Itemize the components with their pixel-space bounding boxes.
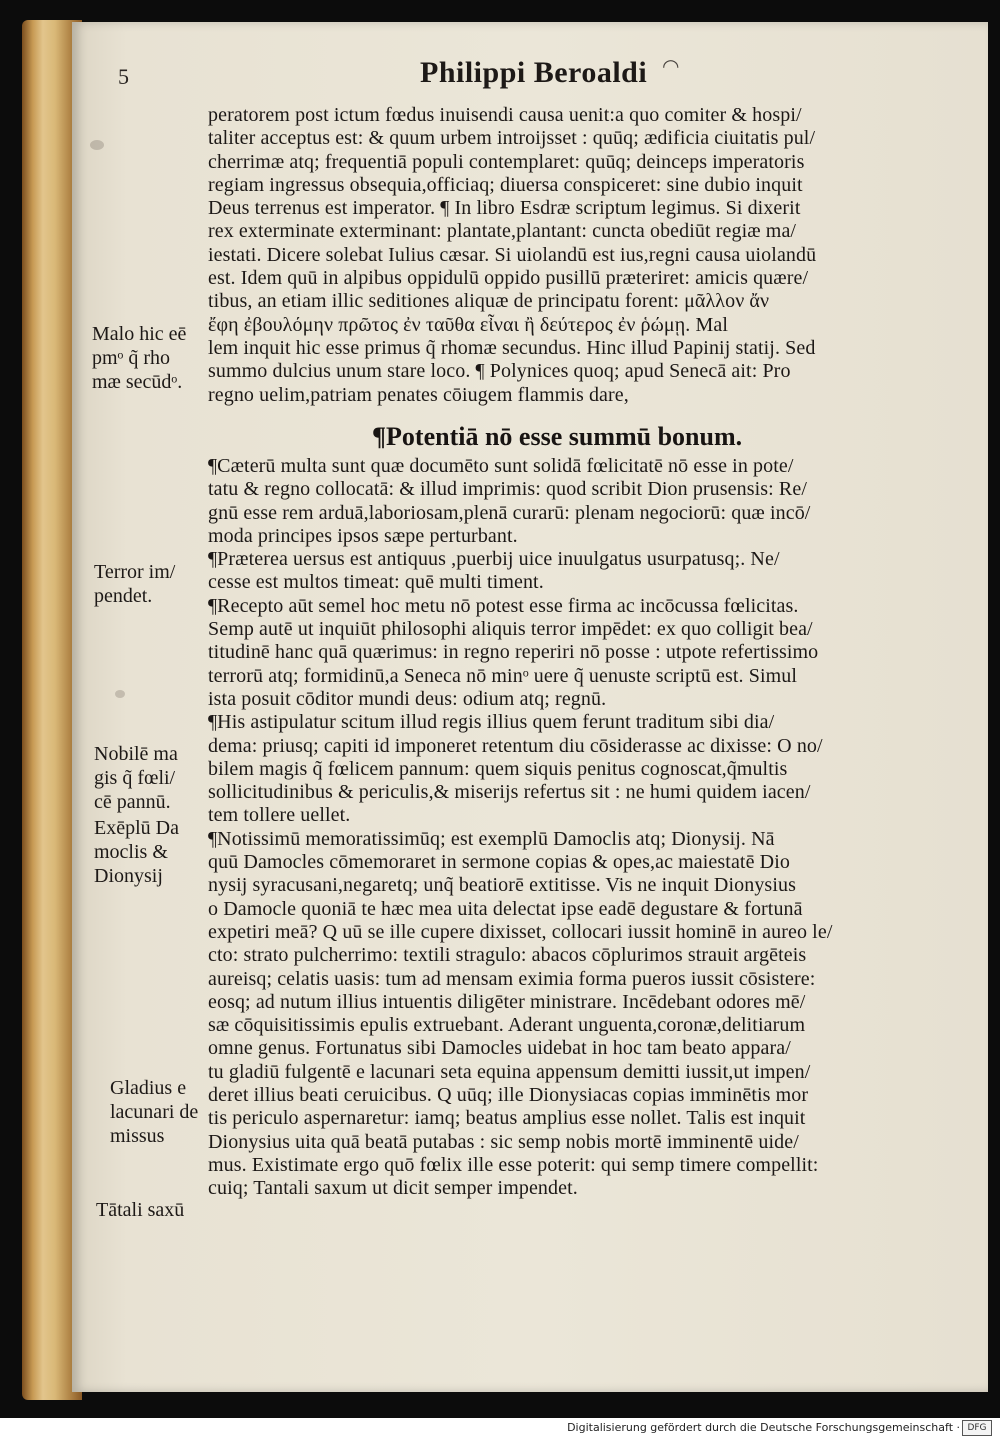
text-line: est. Idem quū in alpibus oppidulū oppido pusillū præteriret: amicis quære/	[208, 267, 809, 290]
text-line: iestati. Dicere solebat Iulius cæsar. Si uiolandū est ius,regni causa uiolandū	[208, 243, 817, 266]
text-line: sæ cōquisitissimis epulis extruebant. Aderant unguenta,coronæ,delitiarum	[208, 1014, 806, 1037]
text-line: taliter acceptus est: & quum urbem introijsset : quūq; ædificia ciuitatis pul/	[208, 127, 816, 150]
text-line: moda principes ipsos sæpe perturbant.	[208, 524, 518, 547]
text-line: ¶His astipulatur scitum illud regis illius quem ferunt traditum sibi dia/	[208, 711, 775, 734]
text-line: deret illius beati ceruicibus. Q uūq; ille Dionysiacas copias imminētis mor	[208, 1084, 809, 1107]
text-line: tu gladiū fulgentē e lacunari seta equina appensum demitti iussit,ut impen/	[208, 1060, 811, 1083]
margin-note: Exēplū Da moclis & Dionysij	[94, 817, 179, 887]
text-line: expetiri meā? Q uū se ille cupere dixisset, collocari iussit hominē in aureo le/	[208, 920, 833, 943]
text-line: aureisq; celatis uasis: tum ad mensam eximia forma pueros iussit cōsistere:	[208, 967, 816, 990]
margin-note: Terror im/ pendet.	[94, 561, 176, 607]
text-line: ¶Recepto aūt semel hoc metu nō potest esse firma ac incōcussa fœlicitas.	[208, 594, 799, 617]
page-stain	[90, 140, 104, 150]
text-line: regiam ingressus obsequia,officiaq; diuersa conspiceret: sine dubio inquit	[208, 173, 803, 196]
text-line: ista posuit cōditor mundi deus: odium atq; regnū.	[208, 687, 607, 710]
running-head-title: Philippi Beroaldi	[420, 56, 648, 89]
text-line: ¶Cæterū multa sunt quæ documēto sunt solidā fœlicitatē nō esse in pote/	[208, 455, 794, 477]
text-line: dema: priusq; capiti id imponeret retentum diu cōsiderasse ac dixisse: O no/	[208, 734, 823, 757]
section-heading: ¶Potentiā nō esse summū bonum.	[372, 422, 743, 451]
text-line: ἔφη ἐβουλόμην πρῶτος ἐν ταῦθα εἶναι ἢ δεύτερος ἐν ῥώμῃ. Mal	[208, 313, 729, 336]
text-line: mus. Existimate ergo quō fœlix ille esse poterit: qui semp timere compellit:	[208, 1153, 819, 1176]
text-line: summo dulcius unum stare loco. ¶ Polynices quoq; apud Senecā ait: Pro	[208, 360, 791, 383]
body-text-top	[208, 104, 968, 407]
text-line: nysij syracusani,negaretq; unq̃ beatiorē extitisse. Vis ne inquit Dionysius	[208, 874, 796, 897]
text-line: o Damocle quoniā te hæc mea uita delectat ipse eadē degustare & fortunā	[208, 897, 803, 920]
text-line: tibus, an etiam illic seditiones aliquæ de principatu forent: μᾶλλον ἄν	[208, 290, 770, 313]
text-line: cesse est multos timeat: quē multi timent.	[208, 571, 544, 594]
text-line: quū Damocles cōmemoraret in sermone copias & opes,ac maiestatē Dio	[208, 851, 790, 874]
text-line: terrorū atq; formidinū,a Seneca nō minᵒ uere q̃ uenuste scriptū est. Simul	[208, 664, 798, 687]
text-line: omne genus. Fortunatus sibi Damocles uidebat in hoc tam beato appara/	[208, 1037, 791, 1060]
dfg-logo-icon: DFG	[962, 1420, 992, 1436]
text-line: ¶Notissimū memoratissimūq; est exemplū Damoclis atq; Dionysij. Nā	[208, 827, 775, 850]
text-line: titudinē hanc quā quærimus: in regno reperiri nō posse : utpote refertissimo	[208, 641, 819, 664]
page-number: 5	[118, 64, 129, 89]
margin-note: Malo hic eē pmᵒ q̃ rho mæ secūdᵒ.	[92, 323, 187, 393]
text-line: cherrimæ atq; frequentiā populi contemplaret: quūq; deinceps imperatoris	[208, 150, 805, 173]
text-line: lem inquit hic esse primus q̃ rhomæ secundus. Hinc illud Papinij statij. Sed	[208, 336, 816, 359]
text-line: cto: strato pulcherrimo: textili stragulo: abacos cōplurimos strauit argēteis	[208, 944, 807, 967]
text-line: sollicitudinibus & periculis,& miserijs refertus sit : ne humi quidem iacen/	[208, 781, 811, 804]
text-line: tatu & regno collocatā: & illud imprimis: quod scribit Dion prusensis: Re/	[208, 478, 807, 501]
text-line: tem tollere uellet.	[208, 804, 351, 827]
text-line: Deus terrenus est imperator. ¶ In libro Esdræ scriptum legimus. Si dixerit	[208, 197, 801, 220]
text-line: tis periculo aspernaretur: iamq; beatus amplius esse nollet. Talis est inquit	[208, 1107, 806, 1130]
text-line: cuiq; Tantali saxum ut dicit semper impendet.	[208, 1177, 578, 1200]
margin-note: Tātali saxū	[96, 1199, 185, 1221]
text-line: regno uelim,patriam penates cōiugem flammis dare,	[208, 383, 629, 406]
text-line: eosq; ad nutum illius intuentis diligēter ministrare. Incēdebant odores mē/	[208, 990, 806, 1013]
text-line: gnū esse rem arduā,laboriosam,plenā curarū: plenam negociorū: quæ incō/	[208, 501, 811, 524]
digitization-credit: Digitalisierung gefördert durch die Deutsche Forschungsgemeinschaft ·	[567, 1421, 960, 1434]
body-text-bottom	[208, 455, 968, 1201]
text-line: Semp autē ut inquiūt philosophi aliquis terror impēdet: ex quo colligit bea/	[208, 618, 813, 641]
text-line: peratorem post ictum fœdus inuisendi causa uenit:a quo comiter & hospi/	[208, 104, 802, 126]
text-line: bilem magis q̃ fœlicem pannum: quem siquis penitus cognoscat,q̃multis	[208, 757, 788, 780]
margin-note: Gladius e lacunari de missus	[110, 1077, 199, 1147]
margin-note: Nobilē ma gis q̃ fœli/ cē pannū.	[94, 743, 178, 813]
text-line: ¶Præterea uersus est antiquus ,puerbij uice inuulgatus usurpatusq;. Ne/	[208, 548, 780, 571]
ornament-mark: ◠	[662, 56, 680, 78]
page-stain	[115, 690, 125, 698]
text-line: Dionysius uita quā beatā putabas : sic semp nobis mortē imminentē uide/	[208, 1130, 799, 1153]
text-line: rex exterminate exterminant: plantate,plantant: cuncta obediūt regiæ ma/	[208, 220, 797, 243]
